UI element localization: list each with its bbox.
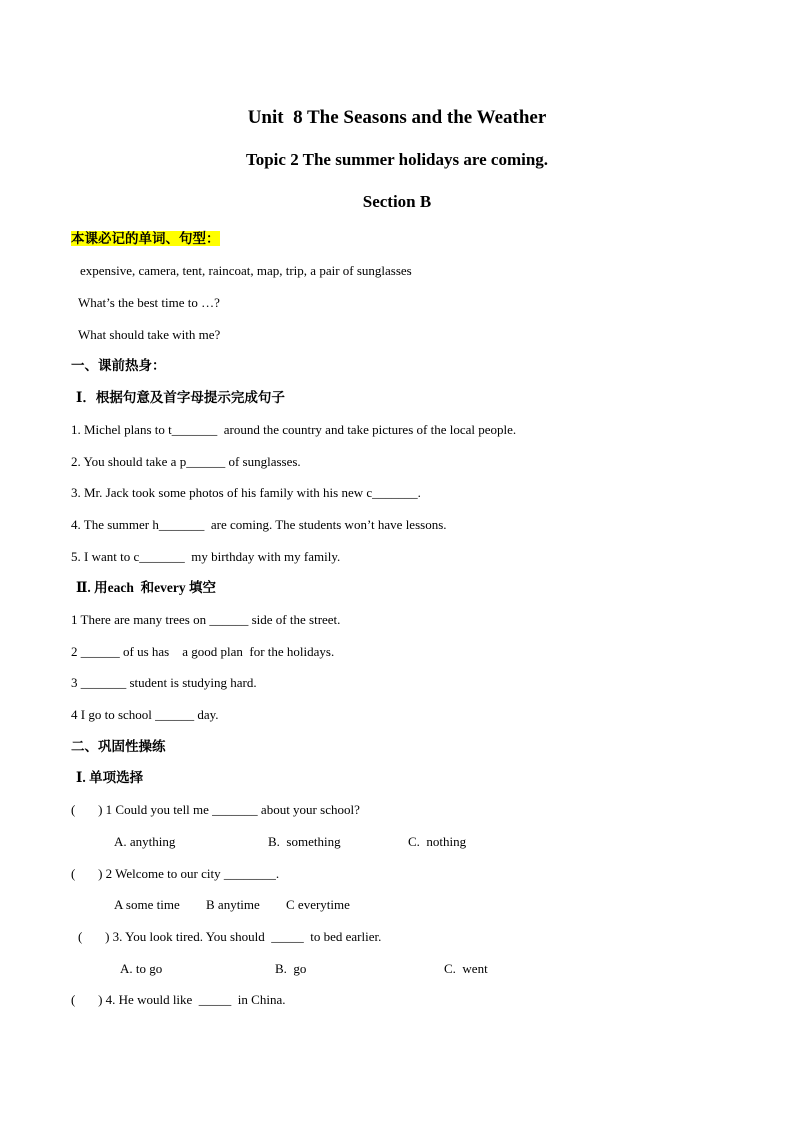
mc-q3-option-c: C. went	[444, 961, 488, 976]
each-every-item-2: 2 ______ of us has a good plan for the holidays.	[71, 644, 335, 659]
part1-sub1-heading: Ⅰ．根据句意及首字母提示完成句子	[76, 390, 285, 405]
mc-question-2: ( ) 2 Welcome to our city ________.	[71, 866, 280, 881]
vocabulary-words: expensive, camera, tent, raincoat, map, trip, a pair of sunglasses	[80, 263, 412, 278]
each-every-item-4: 4 I go to school ______ day.	[71, 707, 219, 722]
mc-q1-option-c: C. nothing	[408, 834, 467, 849]
intro-heading-highlight: 本课必记的单词、句型：	[71, 231, 220, 246]
section-title: Section B	[362, 192, 432, 211]
part2-heading: 二、巩固性操练	[71, 739, 166, 754]
mc-q2-option-b: B anytime	[206, 897, 260, 912]
mc-q2-option-c: C everytime	[286, 897, 350, 912]
mc-q2-option-a: A some time	[114, 897, 180, 912]
fill-item-2: 2. You should take a p______ of sunglasses.	[71, 454, 301, 469]
intro-heading	[71, 231, 220, 247]
fill-item-5: 5. I want to c_______ my birthday with my family.	[71, 549, 341, 564]
part2-sub1-heading: Ⅰ. 单项选择	[76, 770, 144, 785]
sentence-pattern-1: What’s the best time to …?	[78, 295, 220, 310]
document-title: Unit 8 The Seasons and the Weather	[247, 107, 547, 128]
fill-item-1: 1. Michel plans to t_______ around the country and take pictures of the local people.	[71, 422, 517, 437]
mc-q1-option-b: B. something	[268, 834, 341, 849]
mc-q3-option-b: B. go	[275, 961, 307, 976]
mc-q1-option-a: A. anything	[114, 834, 176, 849]
each-every-item-1: 1 There are many trees on ______ side of the street.	[71, 612, 341, 627]
mc-question-4: ( ) 4. He would like _____ in China.	[71, 992, 286, 1007]
fill-item-4: 4. The summer h_______ are coming. The students won’t have lessons.	[71, 517, 447, 532]
topic-title: Topic 2 The summer holidays are coming.	[245, 150, 549, 169]
each-every-item-3: 3 _______ student is studying hard.	[71, 675, 257, 690]
sentence-pattern-2: What should take with me?	[78, 327, 221, 342]
mc-q3-option-a: A. to go	[120, 961, 163, 976]
part1-heading: 一、课前热身：	[71, 358, 166, 373]
part1-sub2-heading: Ⅱ. 用each 和every 填空	[76, 580, 216, 595]
fill-item-3: 3. Mr. Jack took some photos of his family with his new c_______.	[71, 485, 421, 500]
mc-question-1: ( ) 1 Could you tell me _______ about your school?	[71, 802, 360, 817]
mc-question-3: ( ) 3. You look tired. You should _____ to bed earlier.	[78, 929, 382, 944]
